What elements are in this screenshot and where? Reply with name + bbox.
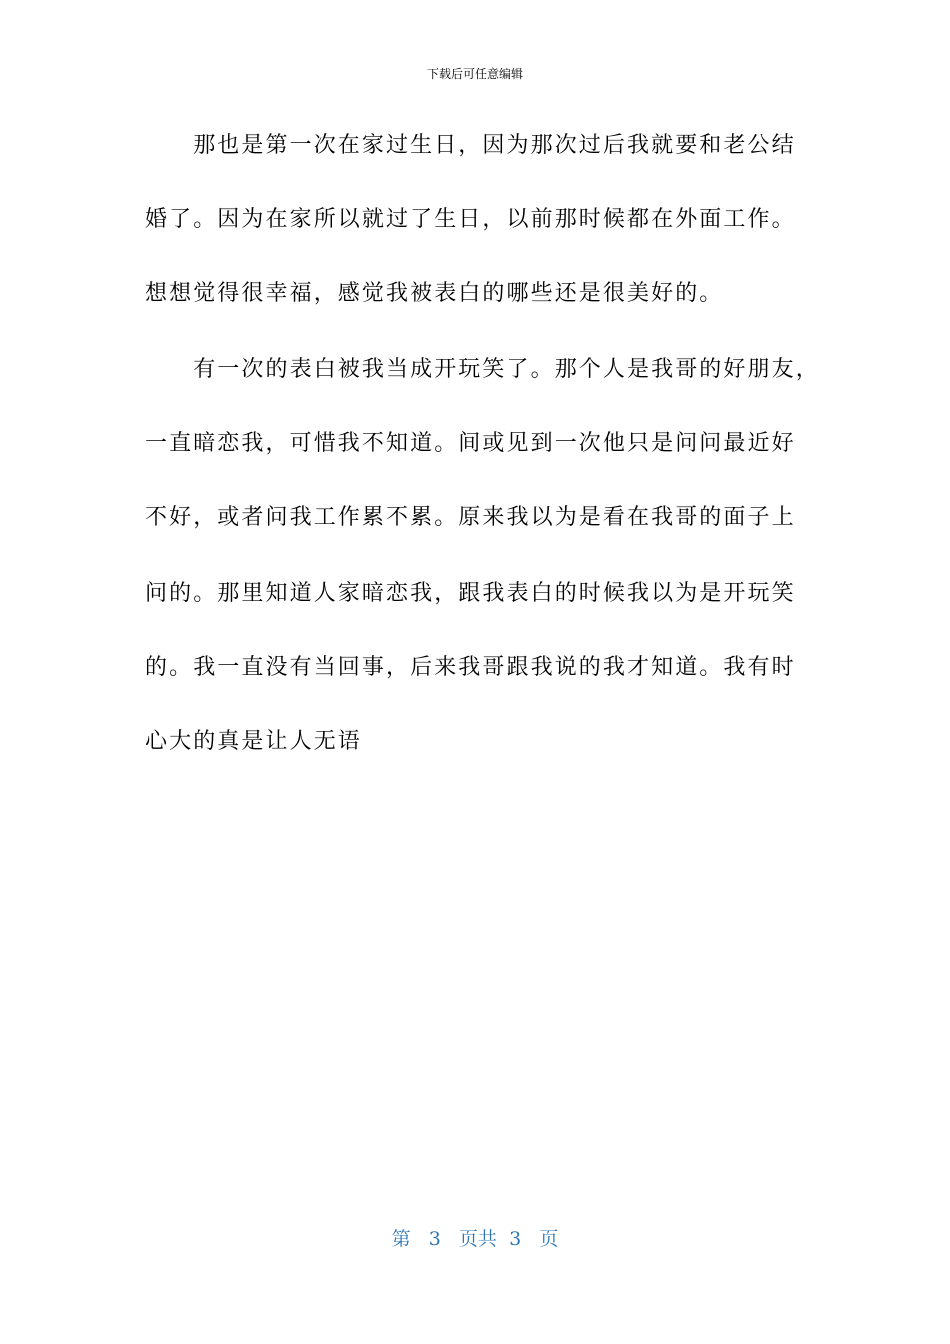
- paragraph-line: 想想觉得很幸福，感觉我被表白的哪些还是很美好的。: [145, 281, 724, 306]
- total-pages-number: 3: [509, 1228, 522, 1250]
- paragraph-line: 那也是第一次在家过生日，因为那次过后我就要和老公结: [145, 133, 796, 158]
- paragraph-line: 不好，或者问我工作累不累。原来我以为是看在我哥的面子上: [145, 505, 796, 530]
- paragraph-line: 问的。那里知道人家暗恋我，跟我表白的时候我以为是开玩笑: [145, 581, 796, 606]
- paragraph-line: 有一次的表白被我当成开玩笑了。那个人是我哥的好朋友，: [145, 357, 820, 382]
- page-number-footer: [0, 1226, 950, 1252]
- paragraph-line: 心大的真是让人无语: [145, 729, 362, 754]
- current-page-number: 3: [428, 1228, 441, 1250]
- paragraph-line: 的。我一直没有当回事，后来我哥跟我说的我才知道。我有时: [145, 655, 796, 680]
- page-label-prefix: 第: [391, 1228, 411, 1250]
- paragraph-line: 一直暗恋我，可惜我不知道。间或见到一次他只是问问最近好: [145, 431, 796, 456]
- page-label-suffix: 页: [539, 1228, 559, 1250]
- header-note: 下载后可任意编辑: [426, 67, 523, 81]
- page-label-mid: 页共: [459, 1228, 498, 1250]
- paragraph-line: 婚了。因为在家所以就过了生日，以前那时候都在外面工作。: [145, 207, 796, 232]
